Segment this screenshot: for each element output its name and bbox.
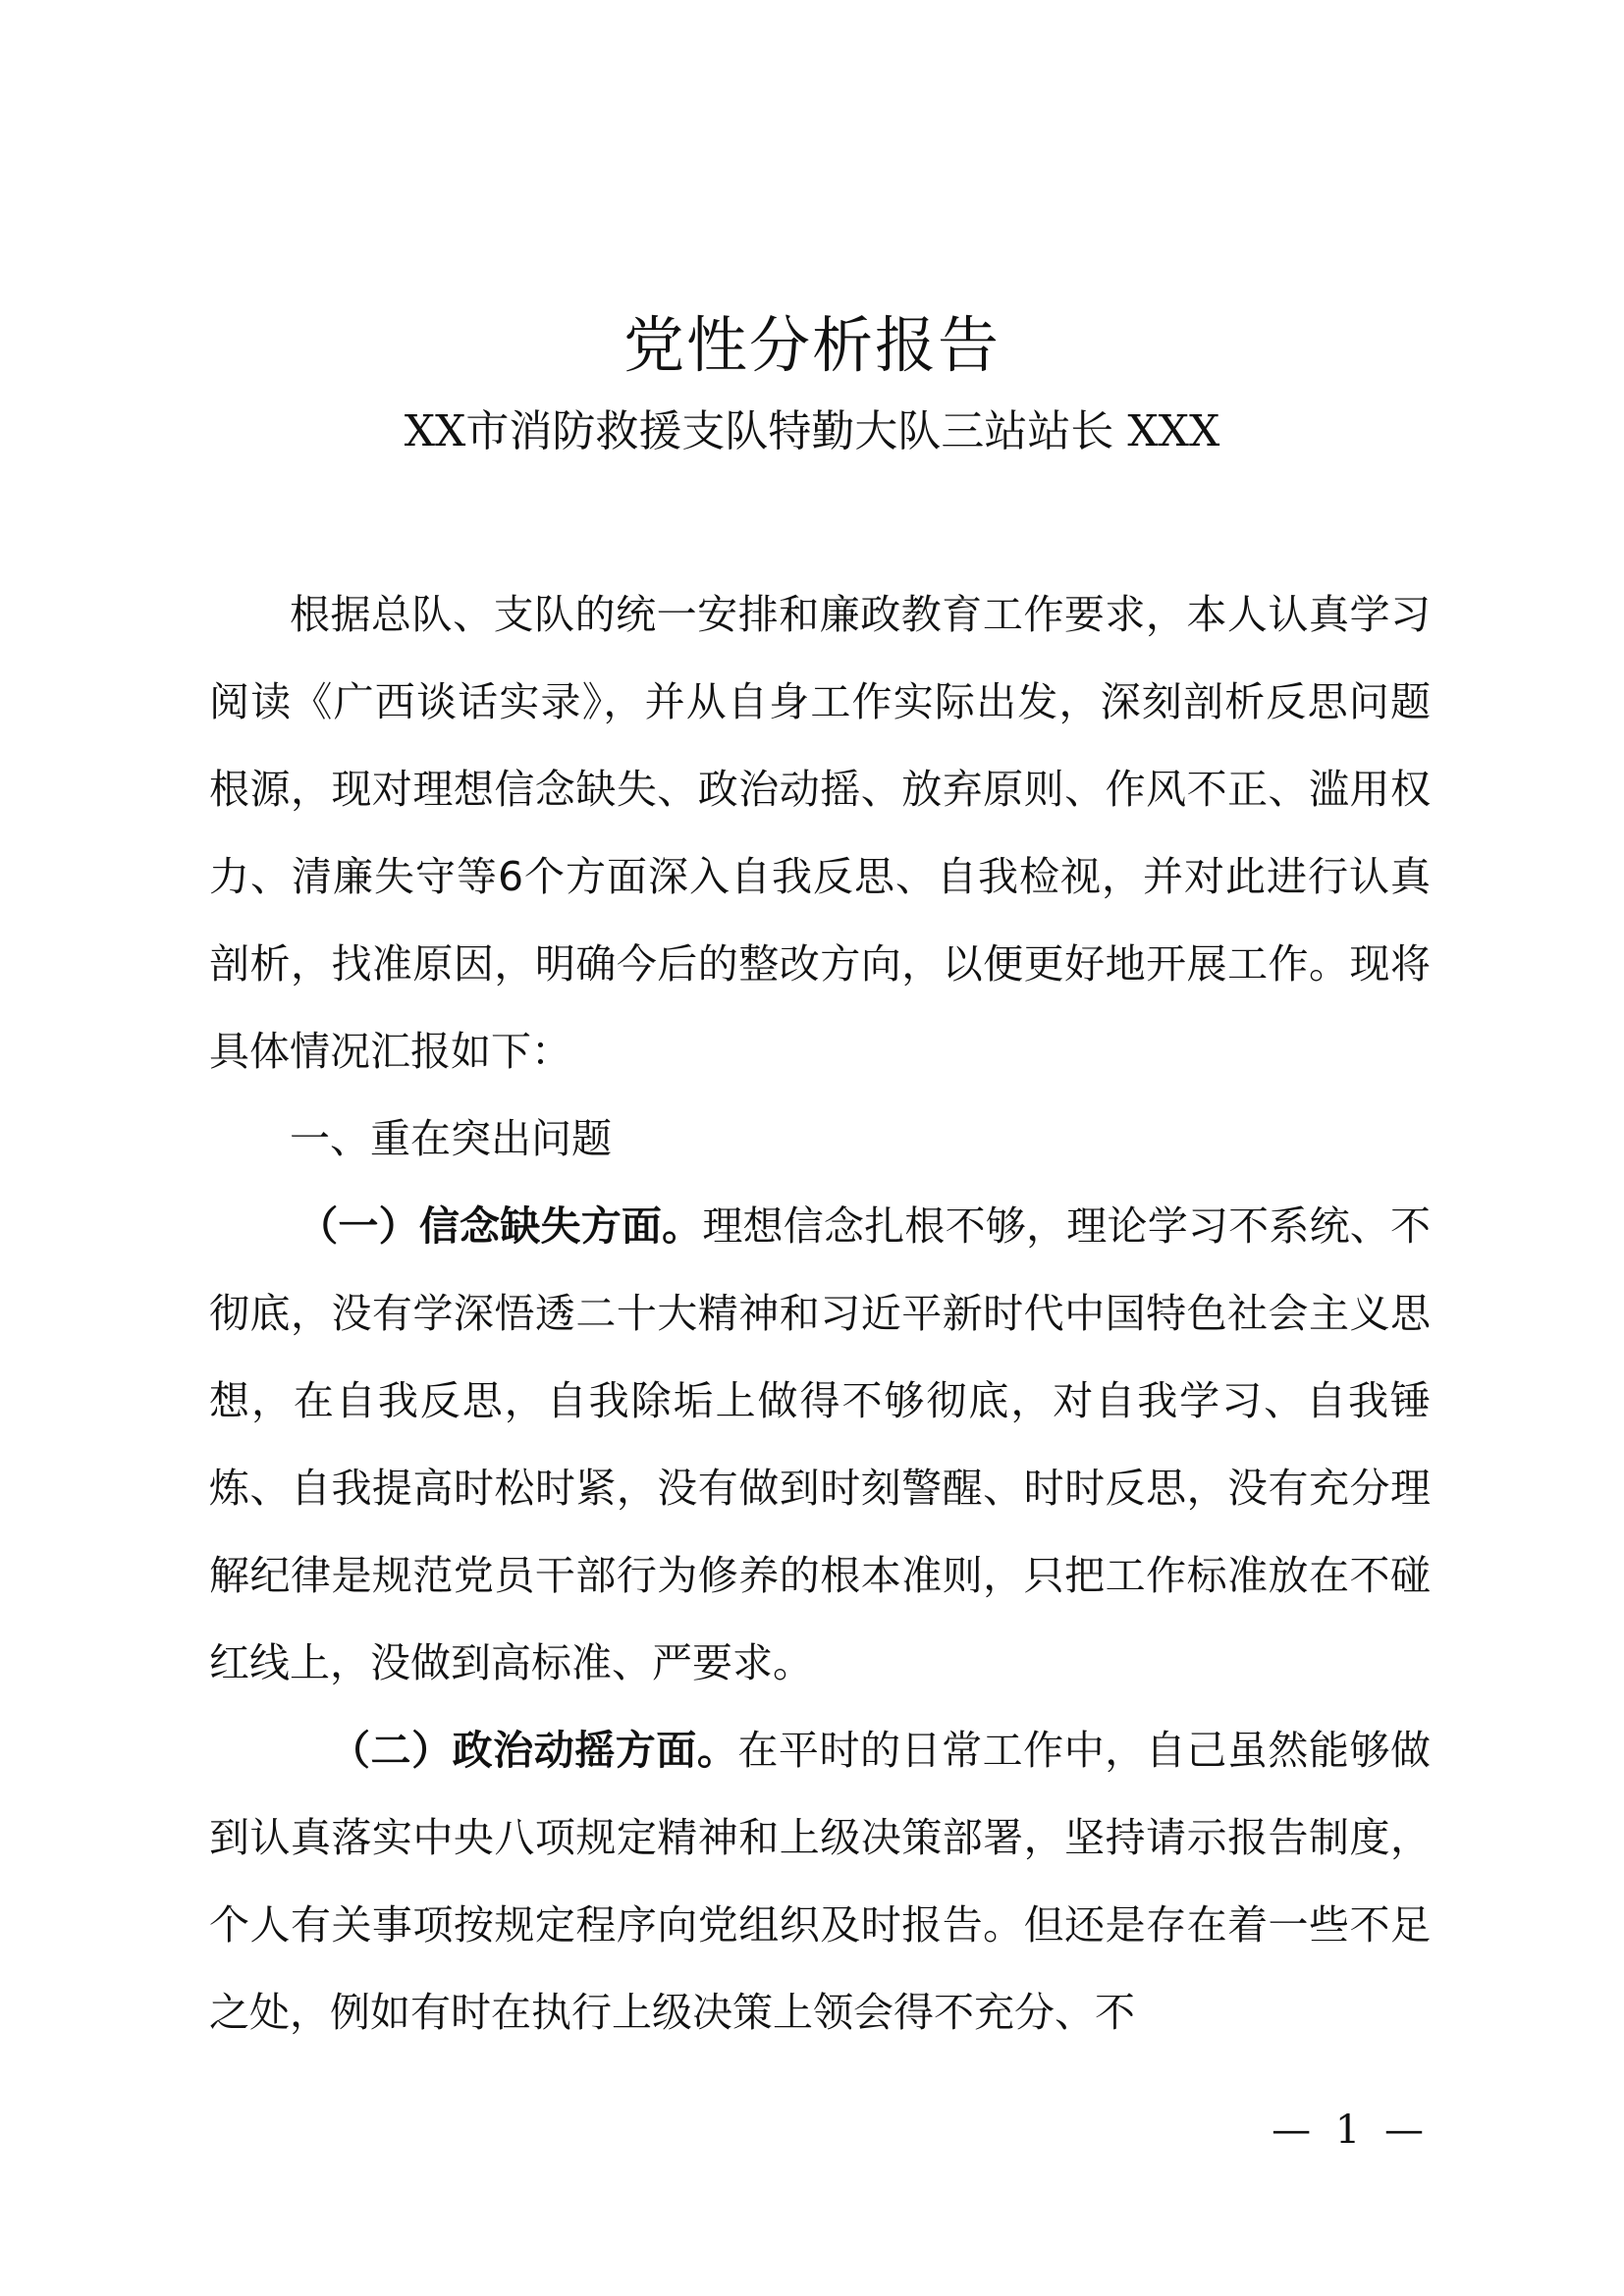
item-2-title: （二）政治动摇方面。 — [330, 1727, 738, 1774]
item-2-text: 在平时的日常工作中，自己虽然能够做到认真落实中央八项规定精神和上级决策部署，坚持请示报告制度，个人有关事项按规定程序向党组织及时报告。但还是存在着一些不足之处，例如有时在执行上级决策上领会得不充分、不 — [209, 1727, 1432, 2036]
document-subtitle: XX市消防救援支队特勤大队三站站长 XXX — [404, 406, 1220, 456]
document-title: 党性分析报告 — [623, 309, 1001, 381]
item-1-paragraph — [209, 1183, 1431, 1707]
item-2-paragraph — [209, 1707, 1431, 2056]
document-body — [209, 571, 1431, 2056]
item-1-title: （一）信念缺失方面。 — [298, 1202, 703, 1250]
item-1-text: 理想信念扎根不够，理论学习不系统、不彻底，没有学深悟透二十大精神和习近平新时代中国特色社会主义思想，在自我反思，自我除垢上做得不够彻底，对自我学习、自我锤炼、自我提高时松时紧，没有做到时刻警醒、时时反思，没有充分理解纪律是规范党员干部行为修养的根本准则，只把工作标准放在不碰红线上，没做到高标准、严要求。 — [209, 1202, 1432, 1686]
intro-paragraph: 根据总队、支队的统一安排和廉政教育工作要求，本人认真学习阅读《广西谈话实录》，并从自身工作实际出发，深刻剖析反思问题根源，现对理想信念缺失、政治动摇、放弃原则、作风不正、滥用权力、清廉失守等6个方面深入自我反思、自我检视，并对此进行认真剖析，找准原因，明确今后的整改方向，以便更好地开展工作。现将具体情况汇报如下： — [209, 591, 1431, 1075]
section-heading: 一、重在突出问题 — [290, 1115, 612, 1162]
page-number: — 1 — — [1272, 2108, 1430, 2153]
